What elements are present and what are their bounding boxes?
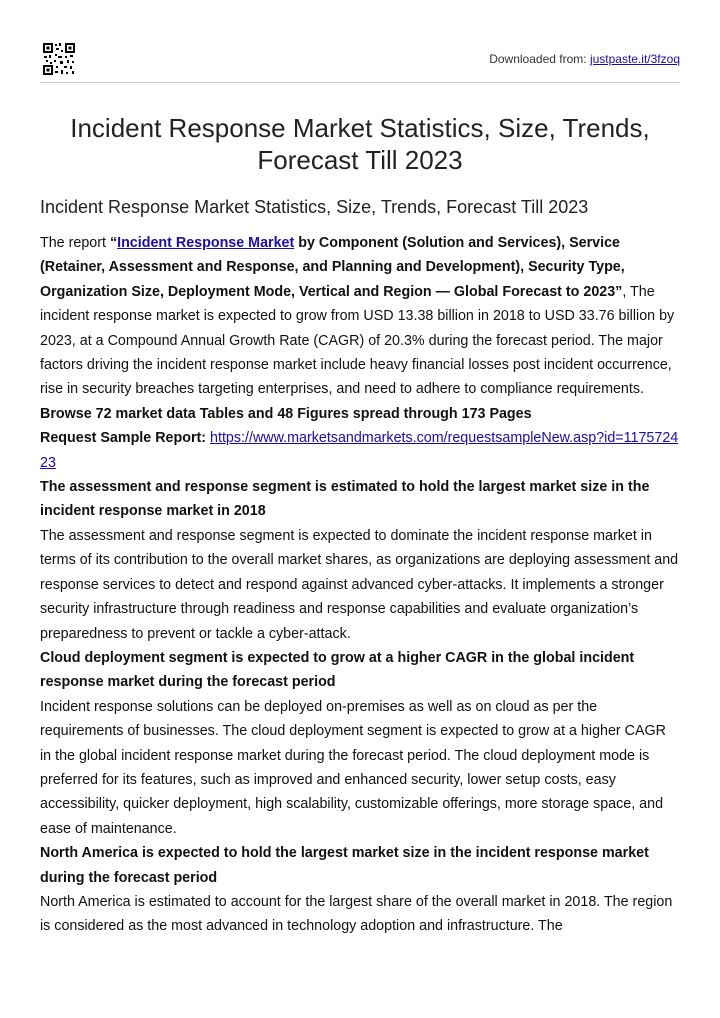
intro-text: , The incident response market is expected to grow from USD 13.38 billion in 2018 to USD 33.76 billion by 2023, at a Compound Annual Growth Rate (CAGR) of 20.3% during the forecast period. The major factors driving the incident response market include heavy financial losses post incident occurrence, rise in security breaches targeting enterprises, and need to adhere to compliance requirements.: [40, 283, 675, 398]
qr-code-icon: [42, 42, 76, 76]
section-heading: The assessment and response segment is estimated to hold the largest market size in the incident response market in 2018: [40, 479, 650, 520]
header-divider: [40, 82, 680, 83]
article-body: [40, 231, 680, 939]
page-subtitle: Incident Response Market Statistics, Size, Trends, Forecast Till 2023: [40, 197, 589, 217]
request-sample-line: [40, 426, 680, 475]
intro-open-quote: “: [109, 235, 118, 251]
section-heading: Cloud deployment segment is expected to grow at a higher CAGR in the global incident response market during the forecast period: [40, 649, 635, 691]
download-source: [489, 52, 680, 66]
section-text: North America is estimated to account for the largest share of the overall market in 2018. The region is considered as the most advanced in technology adoption and infrastructure. The: [40, 893, 673, 935]
downloaded-label: Downloaded from:: [489, 52, 587, 66]
page-title: Incident Response Market Statistics, Size, Trends, Forecast Till 2023: [70, 113, 650, 175]
source-link[interactable]: justpaste.it/3fzoq: [589, 52, 680, 66]
section-text: Incident response solutions can be deployed on-premises as well as on cloud as per the requirements of businesses. The cloud deployment segment is expected to grow at a higher CAGR in the global incident response market during the forecast period. The cloud deployment mode is preferred for its features, such as improved and enhanced security, lower setup costs, easy accessibility, quicker deployment, high scalability, customizable offerings, more storage space, and ease of maintenance.: [40, 698, 666, 837]
intro-paragraph: [40, 231, 680, 402]
request-sample-link[interactable]: https://www.marketsandmarkets.com/requestsampleNew.asp?id=117572423: [40, 430, 679, 471]
section-heading: North America is expected to hold the largest market size in the incident response market during the forecast period: [40, 845, 649, 886]
report-link[interactable]: Incident Response Market: [117, 235, 295, 251]
section-text: The assessment and response segment is expected to dominate the incident response market in terms of its contribution to the overall market shares, as organizations are deploying assessment and response services to detect and respond against advanced cyber-attacks. It implements a stronger security infrastructure through readiness and response capabilities and evaluate organization’s preparedness to prevent or tackle a cyber-attack.: [40, 527, 679, 642]
browse-line: Browse 72 market data Tables and 48 Figures spread through 173 Pages: [40, 405, 532, 422]
intro-prefix: The report: [40, 235, 110, 251]
report-full-title: by Component (Solution and Services), Service (Retainer, Assessment and Response, and Planning and Development), Security Type, Organization Size, Deployment Mode, Vertical and Region — Global Forecast to 2023”: [40, 235, 625, 300]
request-label: Request Sample Report:: [40, 430, 207, 447]
